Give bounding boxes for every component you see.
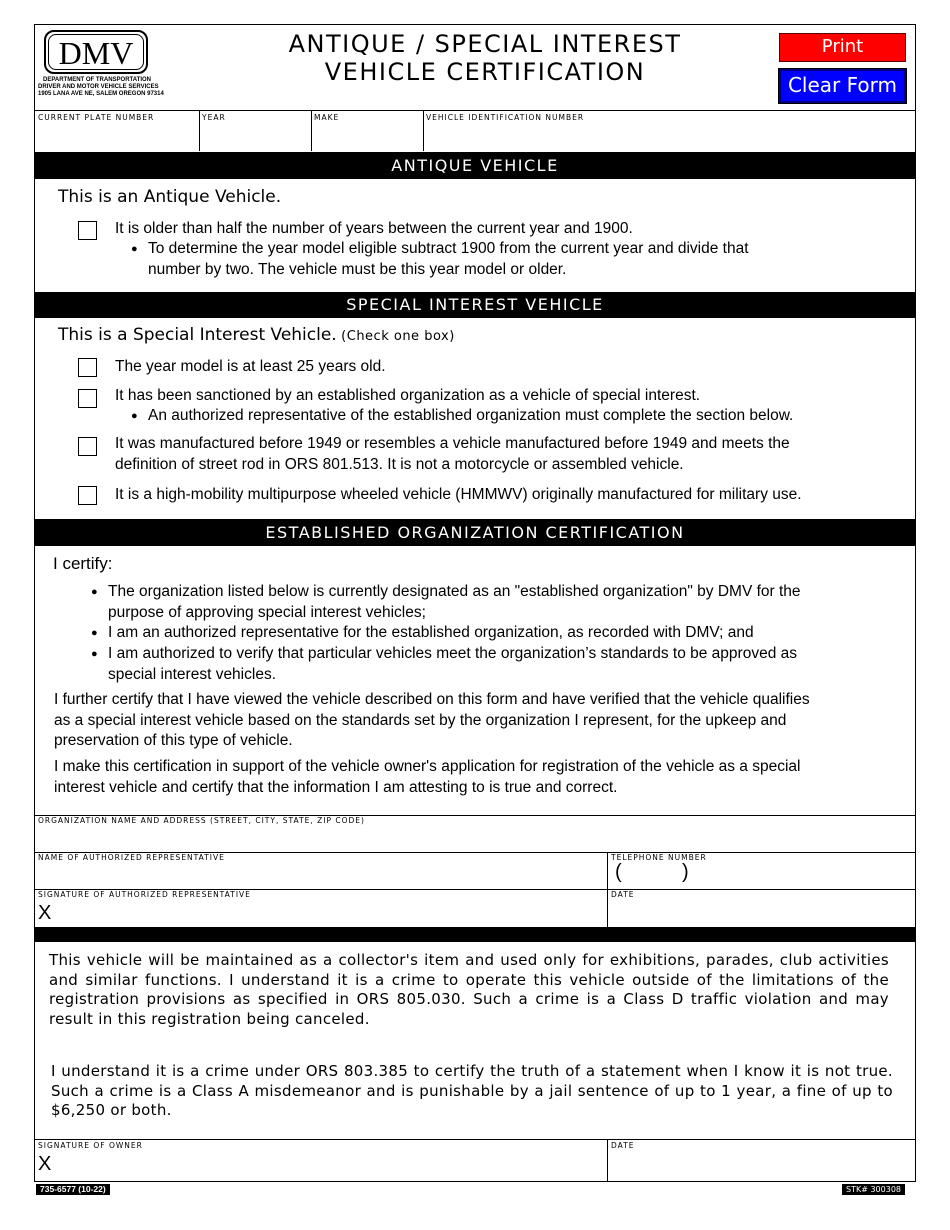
owner-signature-label: SIGNATURE OF OWNER	[38, 1141, 143, 1150]
special-option4-text: It is a high-mobility multipurpose wheeled vehicle (HMMWV) originally manufactured for military use.	[115, 486, 802, 503]
special-street-rod-checkbox[interactable]	[78, 437, 97, 456]
agency-address: DEPARTMENT OF TRANSPORTATION DRIVER AND MOTOR VEHICLE SERVICES 1905 LANA AVE NE, SALEM OREGON 97314	[38, 77, 164, 97]
rep-name-field[interactable]	[36, 863, 606, 888]
special-interest-heading: SPECIAL INTEREST VEHICLE	[35, 292, 915, 318]
special-intro: This is a Special Interest Vehicle. (Check one box)	[58, 325, 455, 345]
org-certify-paragraph: I further certify that I have viewed the vehicle described on this form and have verified that the vehicle qualifies as a special interest vehicle based on the standards set by the organization I represent, for the upkeep and preservation of this type of vehicle.	[54, 691, 810, 749]
owner-signature-field[interactable]	[56, 1151, 606, 1181]
divider	[35, 1139, 915, 1140]
telephone-open-paren: (	[615, 861, 622, 883]
antique-option-text: It is older than half the number of years between the current year and 1900.	[115, 220, 633, 237]
antique-older-checkbox[interactable]	[78, 221, 97, 240]
rep-name-label: NAME OF AUTHORIZED REPRESENTATIVE	[38, 853, 225, 862]
rep-date-field[interactable]	[608, 900, 914, 926]
plate-number-label: CURRENT PLATE NUMBER	[38, 113, 155, 122]
rep-signature-label: SIGNATURE OF AUTHORIZED REPRESENTATIVE	[38, 890, 251, 899]
special-option3-text: It was manufactured before 1949 or resembles a vehicle manufactured before 1949 and meets the definition of street rod in ORS 801.513. It is not a motorcycle or assembled vehicle.	[115, 435, 790, 473]
make-label: MAKE	[314, 113, 340, 122]
owner-signature-x: X	[38, 1153, 52, 1175]
rep-signature-field[interactable]	[56, 900, 606, 926]
i-certify-label: I certify:	[53, 554, 113, 573]
org-certification-heading: ESTABLISHED ORGANIZATION CERTIFICATION	[35, 519, 915, 546]
make-field[interactable]	[312, 124, 422, 150]
rep-signature-x: X	[38, 902, 52, 924]
org-bullet2-text: I am an authorized representative for the established organization, as recorded with DMV; and	[108, 624, 754, 641]
clear-form-button[interactable]: Clear Form	[779, 69, 906, 103]
bullet-icon: ●	[91, 627, 98, 639]
logo-text: DMV	[58, 35, 134, 71]
plate-number-field[interactable]	[36, 124, 198, 150]
bullet-icon: ●	[91, 586, 98, 598]
special-option1-text: The year model is at least 25 years old.	[115, 358, 386, 375]
antique-intro: This is an Antique Vehicle.	[58, 187, 282, 207]
dmv-logo	[44, 30, 148, 74]
antique-bullet-text: To determine the year model eligible subtract 1900 from the current year and divide that number by two. The vehicle must be this year model or older.	[148, 240, 749, 278]
vin-label: VEHICLE IDENTIFICATION NUMBER	[426, 113, 585, 122]
year-label: YEAR	[202, 113, 226, 122]
telephone-close-paren: )	[682, 861, 689, 883]
rep-date-label: DATE	[611, 890, 635, 899]
divider	[35, 110, 915, 111]
special-option2-bullet: An authorized representative of the established organization must complete the section below.	[148, 407, 794, 424]
special-hmmwv-checkbox[interactable]	[78, 486, 97, 505]
org-name-address-label: ORGANIZATION NAME AND ADDRESS (STREET, CITY, STATE, ZIP CODE)	[38, 816, 365, 825]
owner-statement-crime: I understand it is a crime under ORS 803.385 to certify the truth of a statement when I know it is not true. Such a crime is a Class A misdemeanor and is punishable by a jail sentence of up to 1 year, a fine of up to $6,250 or both.	[51, 1062, 893, 1119]
owner-statement-collector: This vehicle will be maintained as a collector's item and used only for exhibitions, parades, club activities and similar functions. I understand it is a crime to operate this vehicle outside of the limitations of the registration provisions as specified in ORS 805.030. Such a crime is a Class D traffic violation and may result in this registration being canceled.	[49, 951, 889, 1028]
special-sanctioned-checkbox[interactable]	[78, 389, 97, 408]
org-bullet1-text: The organization listed below is currently designated as an "established organization" by DMV for the purpose of approving special interest vehicles;	[108, 583, 801, 621]
section-divider-bar	[35, 927, 915, 942]
org-support-paragraph: I make this certification in support of the vehicle owner's application for registration of the vehicle as a special interest vehicle and certify that the information I am attesting to is true and correct.	[54, 758, 801, 796]
telephone-label: TELEPHONE NUMBER	[611, 853, 707, 862]
org-name-address-field[interactable]	[36, 826, 914, 851]
vin-field[interactable]	[424, 124, 914, 150]
stock-number: STK# 300308	[842, 1184, 905, 1195]
telephone-field[interactable]	[625, 863, 913, 888]
special-25-years-checkbox[interactable]	[78, 358, 97, 377]
org-bullet3-text: I am authorized to verify that particular vehicles meet the organization’s standards to be approved as special interest vehicles.	[108, 645, 797, 683]
special-option2-text: It has been sanctioned by an established organization as a vehicle of special interest.	[115, 387, 701, 404]
form-number: 735-6577 (10-22)	[36, 1184, 110, 1195]
print-button[interactable]: Print	[779, 33, 906, 62]
owner-date-field[interactable]	[608, 1151, 914, 1181]
form-title-line2: VEHICLE CERTIFICATION	[324, 58, 646, 86]
bullet-icon: ●	[131, 243, 138, 255]
owner-date-label: DATE	[611, 1141, 635, 1150]
form-title-line1: ANTIQUE / SPECIAL INTEREST	[288, 30, 682, 58]
year-field[interactable]	[200, 124, 310, 150]
form-title	[200, 30, 770, 86]
bullet-icon: ●	[131, 410, 138, 422]
antique-vehicle-heading: ANTIQUE VEHICLE	[35, 152, 915, 179]
bullet-icon: ●	[91, 648, 98, 660]
